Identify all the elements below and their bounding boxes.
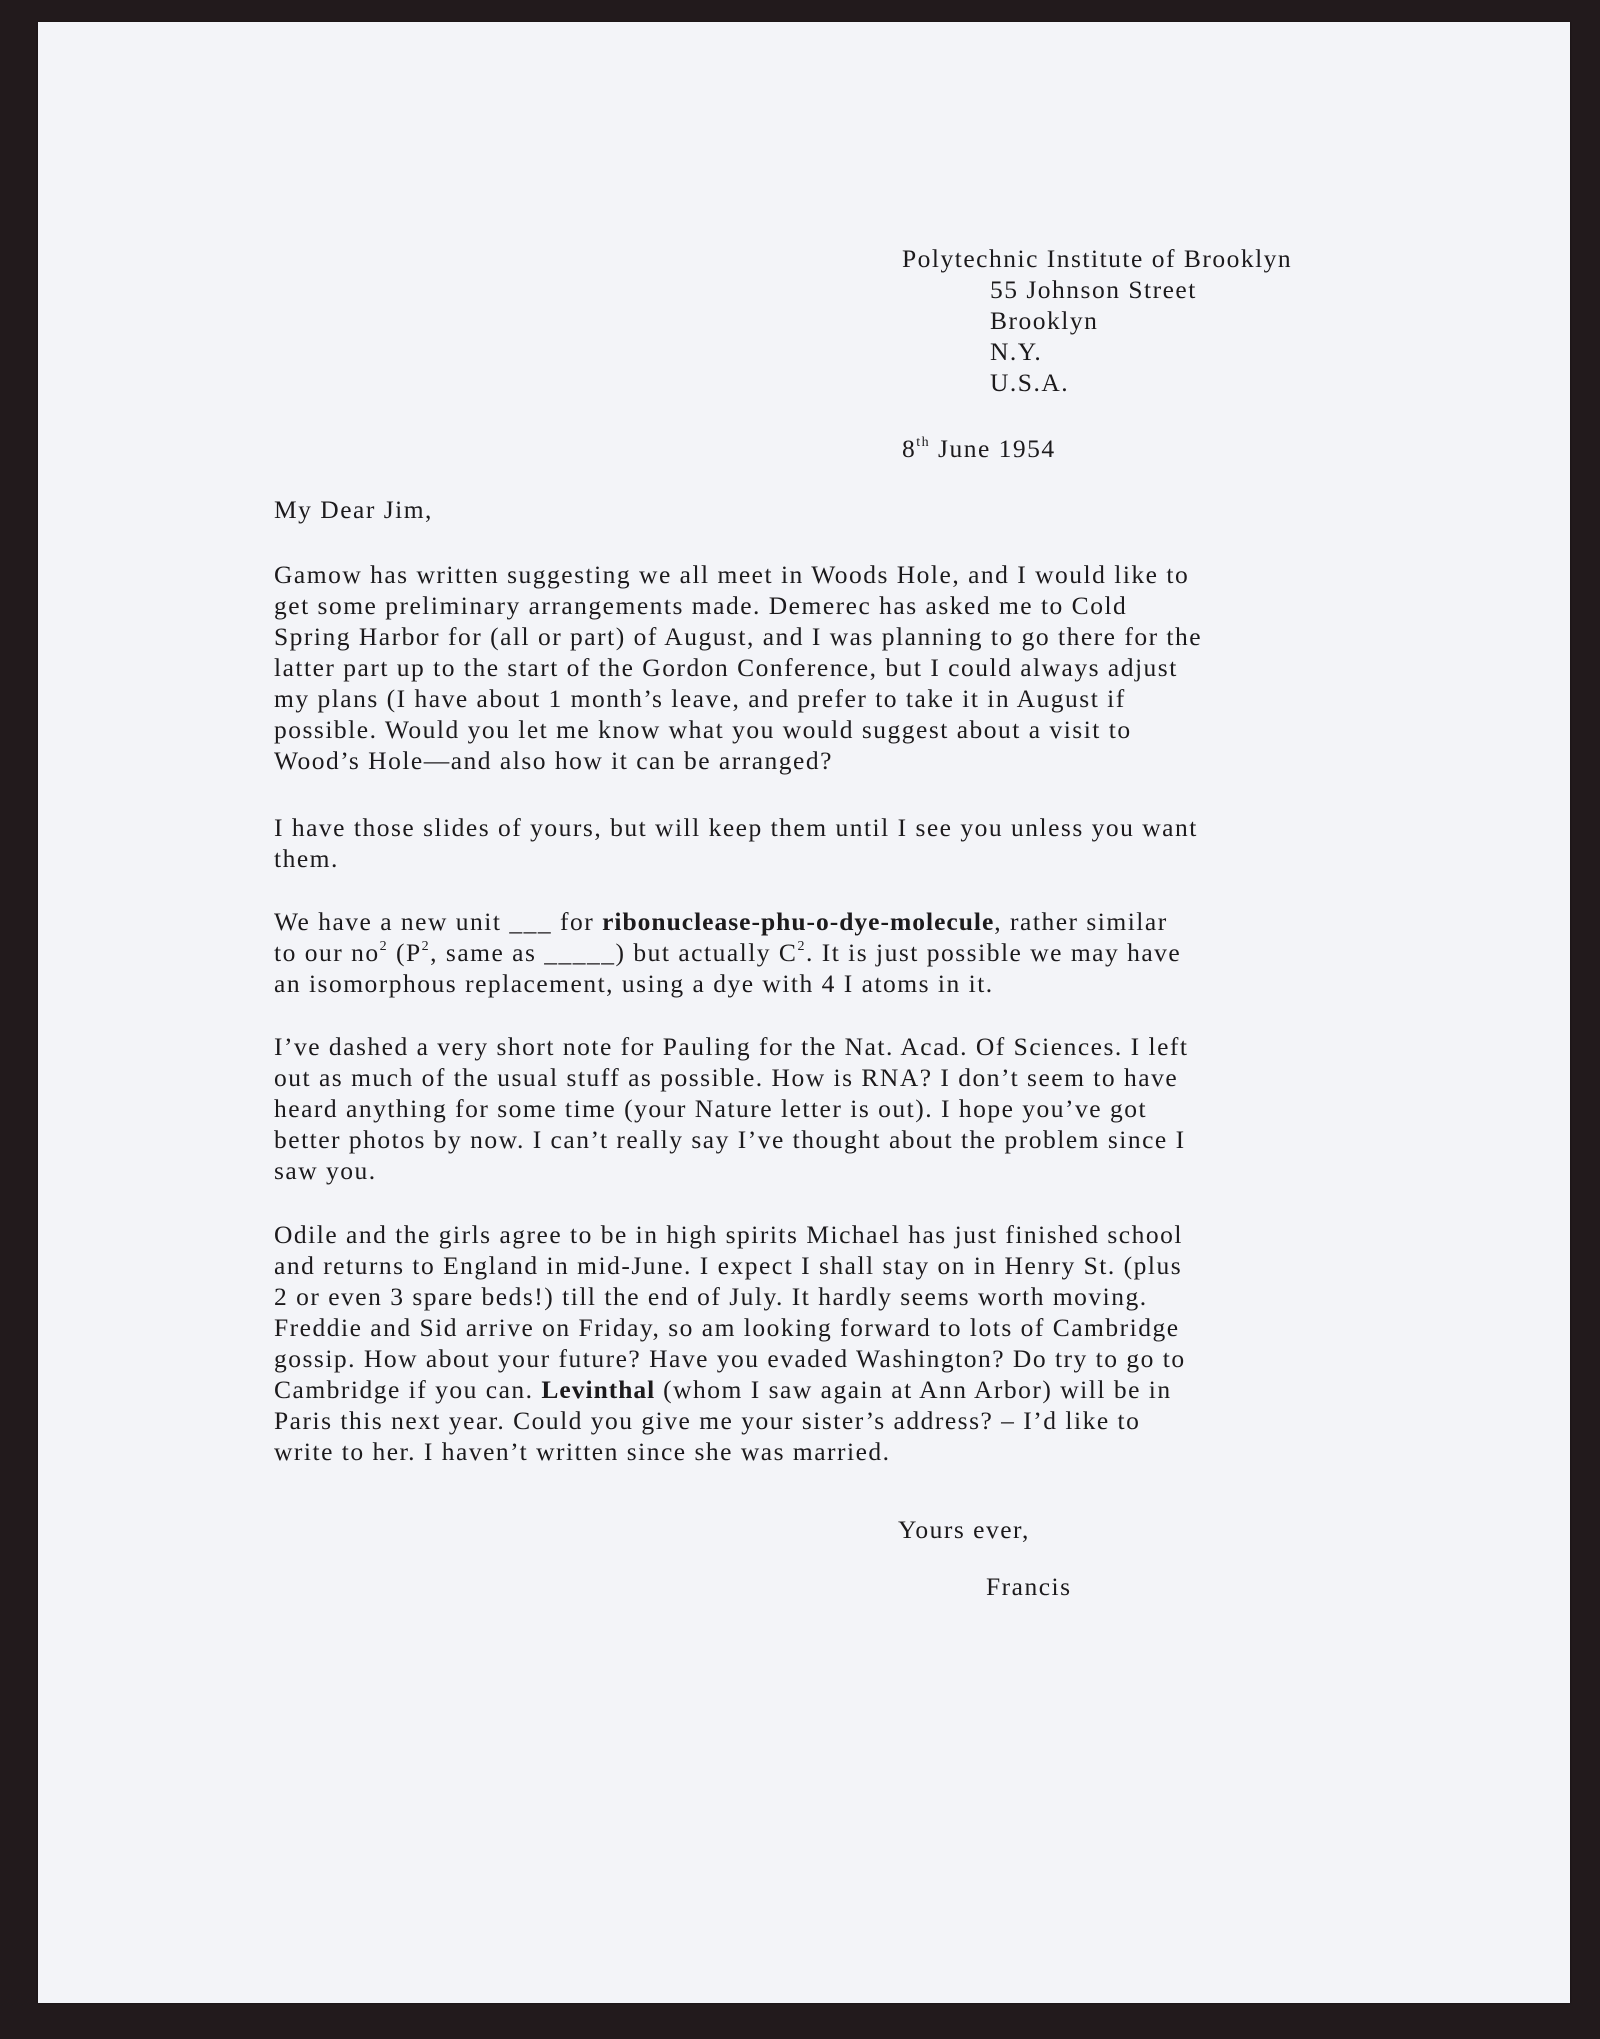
text-run: We have a new unit ___ for — [274, 907, 603, 936]
paragraph-line: latter part up to the start of the Gordon Conference, but I could always adjust — [274, 653, 1178, 682]
paragraph-line — [274, 938, 1181, 968]
paragraph-line: Wood’s Hole—and also how it can be arranged? — [274, 746, 833, 775]
closing: Yours ever, — [898, 1515, 1030, 1544]
paragraph-line: my plans (I have about 1 month’s leave, and prefer to take it in August if — [274, 684, 1126, 713]
paragraph-line: I have those slides of yours, but will keep them until I see you unless you want — [274, 813, 1198, 842]
superscript: 2 — [421, 938, 431, 954]
paragraph-line: Spring Harbor for (all or part) of August, and I was planning to go there for the — [274, 622, 1203, 651]
text-run: (P — [388, 938, 422, 967]
salutation: My Dear Jim, — [274, 495, 433, 524]
bold-term-ribonuclease: ribonuclease-phu-o-dye-molecule — [602, 907, 995, 936]
paragraph-line: Odile and the girls agree to be in high spirits Michael has just finished school — [274, 1220, 1183, 1249]
text-run: , same as _____) but actually C — [430, 938, 798, 967]
text-run: to our no — [274, 938, 380, 967]
paragraph-line — [274, 907, 1168, 937]
paragraph-line: 2 or even 3 spare beds!) till the end of July. It hardly seems worth moving. — [274, 1282, 1148, 1311]
text-run: Cambridge if you can. — [274, 1375, 542, 1404]
paragraph-line: better photos by now. I can’t really say I’ve thought about the problem since I — [274, 1125, 1186, 1154]
signature: Francis — [986, 1572, 1072, 1601]
paragraph-line: get some preliminary arrangements made. Demerec has asked me to Cold — [274, 591, 1128, 620]
paragraph-line: write to her. I haven’t written since she was married. — [274, 1437, 891, 1466]
paragraph-line: and returns to England in mid-June. I expect I shall stay on in Henry St. (plus — [274, 1251, 1183, 1280]
paragraph-line: gossip. How about your future? Have you evaded Washington? Do try to go to — [274, 1344, 1186, 1373]
bold-name-levinthal: Levinthal — [541, 1375, 656, 1404]
paragraph-line: possible. Would you let me know what you would suggest about a visit to — [274, 715, 1132, 744]
paragraph-line: an isomorphous replacement, using a dye with 4 I atoms in it. — [274, 969, 994, 998]
letter-date — [902, 434, 1056, 464]
superscript: 2 — [379, 938, 389, 954]
paragraph-line: Gamow has written suggesting we all meet in Woods Hole, and I would like to — [274, 560, 1190, 589]
address-country: U.S.A. — [990, 368, 1070, 397]
address-institution: Polytechnic Institute of Brooklyn — [902, 244, 1293, 273]
paragraph-line — [274, 1375, 1172, 1405]
paragraph-line: them. — [274, 844, 339, 873]
date-month-year: June 1954 — [938, 434, 1056, 463]
text-run: . It is just possible we may have — [805, 938, 1182, 967]
superscript: 2 — [797, 938, 806, 954]
paragraph-line: Freddie and Sid arrive on Friday, so am looking forward to lots of Cambridge — [274, 1313, 1180, 1342]
paragraph-line: heard anything for some time (your Nature letter is out). I hope you’ve got — [274, 1094, 1148, 1123]
address-city: Brooklyn — [990, 306, 1099, 335]
paragraph-line: Paris this next year. Could you give me your sister’s address? – I’d like to — [274, 1406, 1141, 1435]
letter-page — [38, 22, 1570, 2003]
paragraph-line: saw you. — [274, 1156, 377, 1185]
address-street: 55 Johnson Street — [990, 275, 1197, 304]
paragraph-line: I’ve dashed a very short note for Pauling for the Nat. Acad. Of Sciences. I left — [274, 1032, 1189, 1061]
paragraph-line: out as much of the usual stuff as possible. How is RNA? I don’t seem to have — [274, 1063, 1179, 1092]
date-day-suffix: th — [916, 434, 931, 450]
date-day: 8 — [902, 434, 917, 463]
text-run: , rather similar — [994, 907, 1168, 936]
address-state: N.Y. — [990, 337, 1043, 366]
text-run: (whom I saw again at Ann Arbor) will be in — [655, 1375, 1172, 1404]
